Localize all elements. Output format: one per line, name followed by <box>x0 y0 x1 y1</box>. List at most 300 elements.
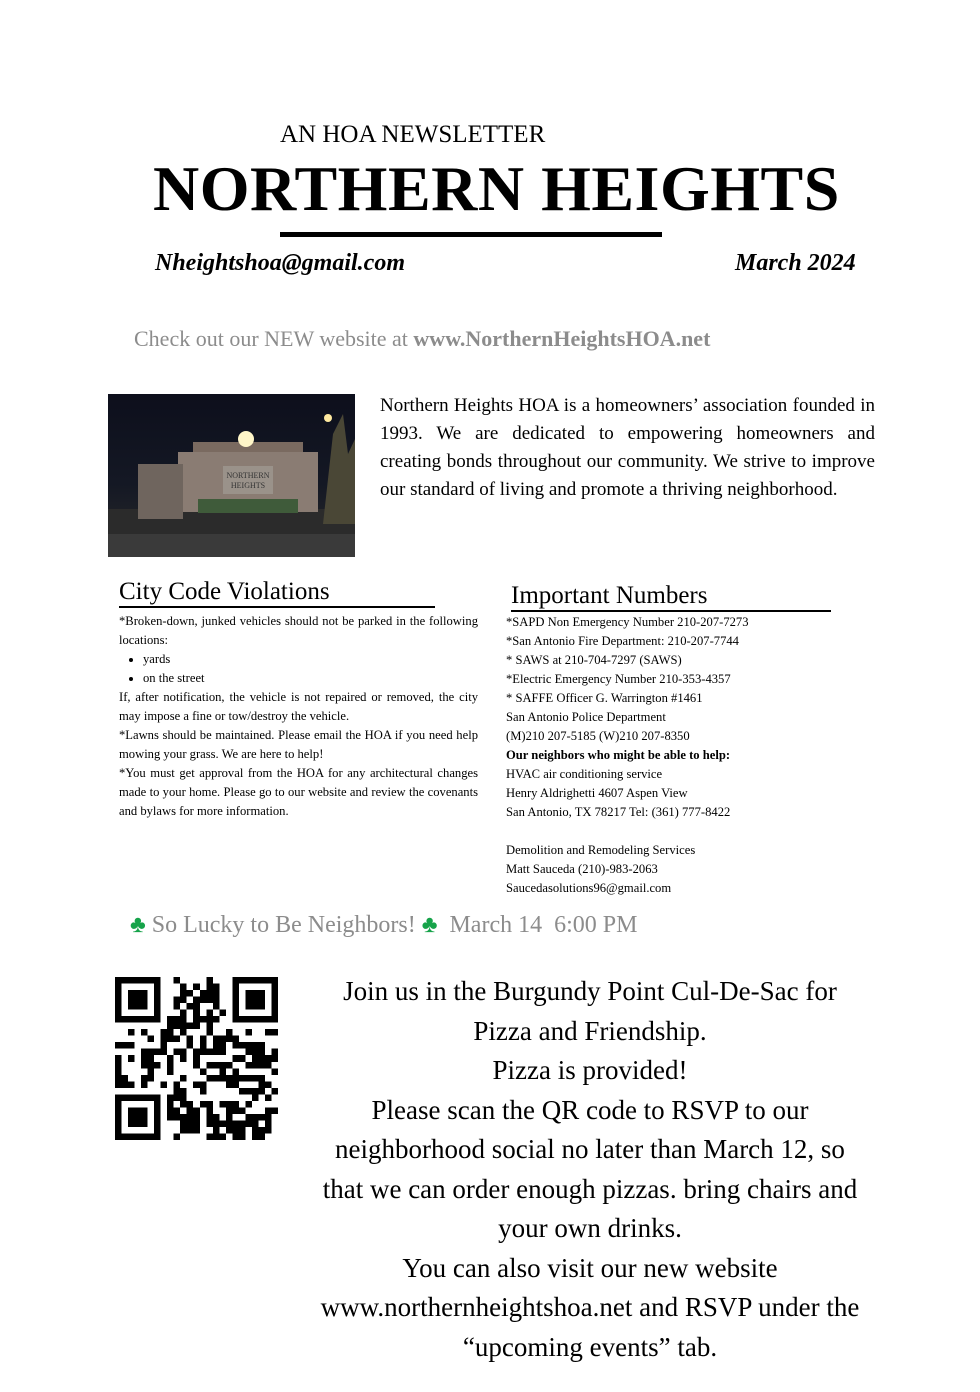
event-time: March 14 6:00 PM <box>449 912 638 938</box>
qr-module <box>141 1029 148 1036</box>
qr-module <box>167 1062 174 1069</box>
qr-module <box>200 1036 207 1043</box>
qr-module <box>232 1003 239 1010</box>
qr-module <box>245 1016 252 1023</box>
event-line: Pizza is provided! <box>492 1055 688 1085</box>
qr-module <box>245 1114 252 1121</box>
qr-module <box>193 1010 200 1017</box>
qr-module <box>252 977 259 984</box>
qr-module <box>193 1016 200 1023</box>
qr-module <box>206 1120 213 1127</box>
qr-module <box>239 1088 246 1095</box>
number-line: * SAFFE Officer G. Warrington #1461 <box>506 691 703 705</box>
qr-module <box>141 977 148 984</box>
qr-module <box>180 1075 187 1082</box>
location-list <box>119 650 478 688</box>
event-line: that we can order enough pizzas. bring chairs and <box>322 1173 858 1204</box>
qr-module <box>226 1101 233 1108</box>
qr-module <box>128 1107 135 1114</box>
qr-module <box>180 1088 187 1095</box>
qr-module <box>180 1049 187 1056</box>
qr-module <box>135 1120 142 1127</box>
qr-module <box>226 1029 233 1036</box>
qr-module <box>232 1042 239 1049</box>
qr-module <box>193 1107 200 1114</box>
qr-module <box>213 1120 220 1127</box>
qr-module <box>258 1127 265 1134</box>
qr-module <box>232 1127 239 1134</box>
qr-module <box>252 1120 259 1127</box>
qr-module <box>206 1029 213 1036</box>
qr-module <box>232 990 239 997</box>
qr-module <box>174 1094 181 1101</box>
qr-module <box>141 1055 148 1062</box>
qr-module <box>154 1010 161 1017</box>
qr-module <box>252 1055 259 1062</box>
qr-module <box>180 984 187 991</box>
qr-module <box>135 1094 142 1101</box>
qr-module <box>271 1049 278 1056</box>
qr-module <box>206 1107 213 1114</box>
qr-module <box>174 1081 181 1088</box>
qr-module <box>128 1042 135 1049</box>
qr-module <box>148 1075 155 1082</box>
qr-module <box>115 1055 122 1062</box>
qr-module <box>180 997 187 1004</box>
qr-module <box>193 1049 200 1056</box>
qr-module <box>115 1042 122 1049</box>
qr-module <box>115 1010 122 1017</box>
qr-module <box>232 1081 239 1088</box>
qr-module <box>258 977 265 984</box>
qr-module <box>200 990 207 997</box>
qr-module <box>187 1120 194 1127</box>
qr-module <box>154 1094 161 1101</box>
qr-module <box>252 990 259 997</box>
qr-module <box>141 997 148 1004</box>
qr-module <box>180 1114 187 1121</box>
qr-module <box>206 1010 213 1017</box>
qr-module <box>232 977 239 984</box>
qr-module <box>167 1114 174 1121</box>
qr-module <box>174 1023 181 1030</box>
qr-module <box>252 1088 259 1095</box>
qr-module <box>226 1120 233 1127</box>
qr-module <box>206 990 213 997</box>
qr-module <box>187 1023 194 1030</box>
qr-module <box>271 1029 278 1036</box>
qr-module <box>206 1016 213 1023</box>
qr-module <box>258 1055 265 1062</box>
qr-module <box>135 1133 142 1140</box>
qr-module <box>219 1120 226 1127</box>
qr-module <box>187 1042 194 1049</box>
qr-module <box>271 990 278 997</box>
qr-module <box>206 1075 213 1082</box>
qr-module <box>128 1003 135 1010</box>
rsvp-qr-code[interactable] <box>115 977 278 1140</box>
qr-module <box>141 1120 148 1127</box>
qr-module <box>265 1016 272 1023</box>
qr-module <box>219 1042 226 1049</box>
qr-module <box>115 984 122 991</box>
qr-module <box>135 1016 142 1023</box>
qr-module <box>174 1016 181 1023</box>
qr-module <box>115 1062 122 1069</box>
qr-module <box>154 984 161 991</box>
shamrock-icon: ♣ <box>421 912 438 938</box>
qr-module <box>174 1114 181 1121</box>
qr-module <box>252 1127 259 1134</box>
entrance-sign-photo <box>108 394 355 557</box>
qr-module <box>271 1055 278 1062</box>
qr-module <box>258 1081 265 1088</box>
number-line: (M)210 207-5185 (W)210 207-8350 <box>506 729 690 743</box>
qr-module <box>245 1075 252 1082</box>
qr-module <box>219 1049 226 1056</box>
qr-module <box>206 1023 213 1030</box>
qr-module <box>128 1114 135 1121</box>
qr-module <box>115 1133 122 1140</box>
qr-module <box>226 1114 233 1121</box>
qr-module <box>180 1055 187 1062</box>
svg-text:HEIGHTS: HEIGHTS <box>230 481 266 490</box>
qr-module <box>271 1010 278 1017</box>
qr-module <box>213 997 220 1004</box>
number-line: *SAPD Non Emergency Number 210-207-7273 <box>506 615 749 629</box>
qr-module <box>187 1036 194 1043</box>
qr-module <box>174 1088 181 1095</box>
qr-module <box>213 1049 220 1056</box>
qr-module <box>226 1036 233 1043</box>
qr-module <box>167 1055 174 1062</box>
qr-module <box>265 1120 272 1127</box>
event-line: You can also visit our new website <box>402 1252 778 1283</box>
qr-module <box>141 990 148 997</box>
qr-module <box>245 1120 252 1127</box>
qr-module <box>122 1081 129 1088</box>
qr-module <box>271 1088 278 1095</box>
qr-module <box>213 1042 220 1049</box>
qr-module <box>252 1016 259 1023</box>
qr-module <box>232 1075 239 1082</box>
qr-module <box>252 1003 259 1010</box>
qr-module <box>245 1042 252 1049</box>
qr-module <box>122 1016 129 1023</box>
qr-module <box>174 1003 181 1010</box>
qr-module <box>245 977 252 984</box>
qr-module <box>232 1055 239 1062</box>
qr-module <box>258 997 265 1004</box>
qr-module <box>180 1016 187 1023</box>
qr-module <box>200 1088 207 1095</box>
qr-module <box>122 1094 129 1101</box>
qr-module <box>141 1075 148 1082</box>
number-line: * SAWS at 210-704-7297 (SAWS) <box>506 653 682 667</box>
qr-module <box>213 1003 220 1010</box>
number-line: San Antonio Police Department <box>506 710 666 724</box>
qr-module <box>226 1081 233 1088</box>
qr-module <box>174 1036 181 1043</box>
qr-module <box>265 1029 272 1036</box>
qr-module <box>219 1068 226 1075</box>
qr-module <box>180 1127 187 1134</box>
qr-module <box>252 997 259 1004</box>
qr-module <box>167 1094 174 1101</box>
qr-module <box>180 1010 187 1017</box>
qr-module <box>245 1003 252 1010</box>
event-line: Pizza and Friendship. <box>473 1015 707 1046</box>
qr-module <box>148 1049 155 1056</box>
neighbor-line <box>506 822 836 841</box>
neighbor-line: HVAC air conditioning service <box>506 767 663 781</box>
qr-module <box>128 1055 135 1062</box>
qr-module <box>232 1036 239 1043</box>
qr-module <box>232 1101 239 1108</box>
qr-module <box>239 1016 246 1023</box>
qr-module <box>167 1068 174 1075</box>
qr-module <box>245 1088 252 1095</box>
qr-module <box>226 1062 233 1069</box>
qr-module <box>265 1062 272 1069</box>
event-line: Please scan the QR code to RSVP to our <box>371 1094 809 1125</box>
qr-module <box>258 1133 265 1140</box>
qr-module <box>122 977 129 984</box>
qr-module <box>232 1120 239 1127</box>
qr-module <box>239 977 246 984</box>
event-line: “upcoming events” tab. <box>462 1331 718 1362</box>
qr-module <box>232 1016 239 1023</box>
qr-module <box>154 1003 161 1010</box>
qr-module <box>271 997 278 1004</box>
qr-module <box>245 997 252 1004</box>
qr-module <box>245 1101 252 1108</box>
qr-module <box>154 1107 161 1114</box>
qr-module <box>154 1127 161 1134</box>
qr-module <box>122 1133 129 1140</box>
qr-module <box>128 1120 135 1127</box>
qr-module <box>115 1094 122 1101</box>
entrance-sign-illustration <box>108 394 355 557</box>
qr-module <box>141 1003 148 1010</box>
qr-module <box>135 1114 142 1121</box>
qr-module <box>232 1010 239 1017</box>
city-code-p3: *Lawns should be maintained. Please email the HOA if you need help mowing your grass. We are here to help! <box>119 728 478 761</box>
list-item: • yards <box>143 650 478 669</box>
qr-module <box>206 977 213 984</box>
qr-module <box>206 1062 213 1069</box>
qr-module <box>252 1042 259 1049</box>
qr-module <box>245 1049 252 1056</box>
qr-module <box>232 1107 239 1114</box>
neighbor-line: Saucedasolutions96@gmail.com <box>506 881 672 895</box>
neighbor-line: San Antonio, TX 78217 Tel: (361) 777-8422 <box>506 805 731 819</box>
qr-module <box>154 997 161 1004</box>
qr-module <box>115 1075 122 1082</box>
neighbors-heading: Our neighbors who might be able to help: <box>506 748 731 762</box>
intro-paragraph: Northern Heights HOA is a homeowners’ association founded in 1993. We are dedicated to empowering homeowners and creating bonds throughout our community. We strive to improve our standard of living and promote a thriving neighborhood. <box>380 395 875 500</box>
shamrock-icon: ♣ <box>130 912 146 938</box>
qr-module <box>232 1133 239 1140</box>
city-code-p1: *Broken-down, junked vehicles should not be parked in the following locations: <box>119 614 478 647</box>
qr-module <box>167 1107 174 1114</box>
qr-module <box>141 1114 148 1121</box>
number-line: *Electric Emergency Number 210-353-4357 <box>506 672 731 686</box>
qr-module <box>148 1062 155 1069</box>
qr-module <box>148 1055 155 1062</box>
qr-module <box>252 1075 259 1082</box>
neighbor-line: Henry Aldrighetti 4607 Aspen View <box>506 786 688 800</box>
qr-module <box>148 1133 155 1140</box>
qr-module <box>180 1101 187 1108</box>
qr-module <box>141 1081 148 1088</box>
qr-module <box>115 1068 122 1075</box>
qr-module <box>200 997 207 1004</box>
qr-module <box>128 990 135 997</box>
qr-module <box>219 1010 226 1017</box>
issue-date: March 2024 <box>735 250 856 276</box>
qr-module <box>252 1114 259 1121</box>
qr-module <box>226 1107 233 1114</box>
event-description <box>298 972 882 1367</box>
qr-module <box>219 1062 226 1069</box>
event-line: your own drinks. <box>498 1213 682 1243</box>
qr-module <box>115 1016 122 1023</box>
qr-module <box>206 1133 213 1140</box>
website-url: www.NorthernHeightsHOA.net <box>413 326 711 351</box>
qr-module <box>187 1127 194 1134</box>
qr-module <box>148 1036 155 1043</box>
qr-module <box>141 1094 148 1101</box>
qr-module <box>141 1107 148 1114</box>
qr-module <box>180 1094 187 1101</box>
qr-module <box>271 1003 278 1010</box>
qr-module <box>200 1042 207 1049</box>
qr-module <box>141 1049 148 1056</box>
qr-module <box>128 997 135 1004</box>
event-line: Join us in the Burgundy Point Cul-De-Sac for <box>343 976 837 1006</box>
qr-module <box>219 1075 226 1082</box>
city-code-p4: *You must get approval from the HOA for any architectural changes made to your home. Please go to our website and review the covenants and bylaws for more information. <box>119 766 478 818</box>
qr-module <box>265 1127 272 1134</box>
qr-module <box>122 1075 129 1082</box>
qr-module <box>200 1016 207 1023</box>
qr-module <box>265 1055 272 1062</box>
qr-module <box>115 997 122 1004</box>
qr-module <box>141 1133 148 1140</box>
qr-module <box>226 1127 233 1134</box>
event-title: So Lucky to Be Neighbors! <box>151 912 416 938</box>
qr-module <box>193 1127 200 1134</box>
qr-module <box>141 1016 148 1023</box>
event-line: www.northernheightshoa.net and RSVP under the <box>320 1292 860 1322</box>
qr-module <box>232 997 239 1004</box>
qr-module <box>161 1049 168 1056</box>
qr-module <box>265 1114 272 1121</box>
qr-module <box>128 1029 135 1036</box>
qr-module <box>161 1042 168 1049</box>
qr-module <box>154 1016 161 1023</box>
qr-module <box>128 1081 135 1088</box>
list-item: • on the street <box>143 669 478 688</box>
qr-module <box>206 984 213 991</box>
qr-module <box>187 1114 194 1121</box>
qr-module <box>154 1101 161 1108</box>
qr-module <box>148 1016 155 1023</box>
qr-module <box>252 1094 259 1101</box>
qr-module <box>258 1088 265 1095</box>
qr-module <box>200 1101 207 1108</box>
city-code-p2: If, after notification, the vehicle is not repaired or removed, the city may impose a fine or tow/destroy the vehicle. <box>119 690 478 723</box>
qr-module <box>239 1133 246 1140</box>
qr-module <box>187 1101 194 1108</box>
qr-module <box>213 1114 220 1121</box>
qr-module <box>213 1127 220 1134</box>
qr-module <box>213 1016 220 1023</box>
qr-module <box>128 1133 135 1140</box>
qr-module <box>258 1042 265 1049</box>
qr-module <box>174 1133 181 1140</box>
qr-module <box>245 1029 252 1036</box>
important-numbers-heading: Important Numbers <box>511 582 831 612</box>
qr-module <box>213 1075 220 1082</box>
svg-text:NORTHERN: NORTHERN <box>226 471 270 480</box>
qr-module <box>206 1049 213 1056</box>
city-code-section <box>119 612 478 821</box>
qr-module <box>167 1101 174 1108</box>
qr-module <box>265 1107 272 1114</box>
qr-module <box>258 1075 265 1082</box>
qr-module <box>245 990 252 997</box>
qr-module <box>193 984 200 991</box>
qr-module <box>265 1094 272 1101</box>
qr-module <box>252 1062 259 1069</box>
qr-module <box>161 1029 168 1036</box>
qr-module <box>258 1114 265 1121</box>
qr-module <box>258 990 265 997</box>
qr-module <box>115 1107 122 1114</box>
qr-module <box>161 1081 168 1088</box>
qr-module <box>258 1003 265 1010</box>
qr-module <box>193 1023 200 1030</box>
qr-module <box>219 1101 226 1108</box>
qr-module <box>239 1075 246 1082</box>
qr-module <box>193 1114 200 1121</box>
number-line: *San Antonio Fire Department: 210-207-7744 <box>506 634 739 648</box>
qr-module <box>135 977 142 984</box>
qr-module <box>180 1029 187 1036</box>
title-divider <box>280 232 662 237</box>
qr-module <box>239 1042 246 1049</box>
qr-module <box>206 1114 213 1121</box>
qr-module <box>154 1049 161 1056</box>
qr-module <box>258 1016 265 1023</box>
qr-module <box>239 1055 246 1062</box>
qr-module <box>213 1036 220 1043</box>
qr-module <box>115 977 122 984</box>
qr-module <box>200 1068 207 1075</box>
qr-module <box>232 1068 239 1075</box>
qr-module <box>265 977 272 984</box>
qr-module <box>193 1062 200 1069</box>
qr-module <box>232 984 239 991</box>
newsletter-kicker: AN HOA NEWSLETTER <box>280 121 546 148</box>
qr-module <box>265 1081 272 1088</box>
qr-module <box>115 990 122 997</box>
qr-module <box>154 990 161 997</box>
qr-module <box>213 1062 220 1069</box>
qr-module <box>213 990 220 997</box>
